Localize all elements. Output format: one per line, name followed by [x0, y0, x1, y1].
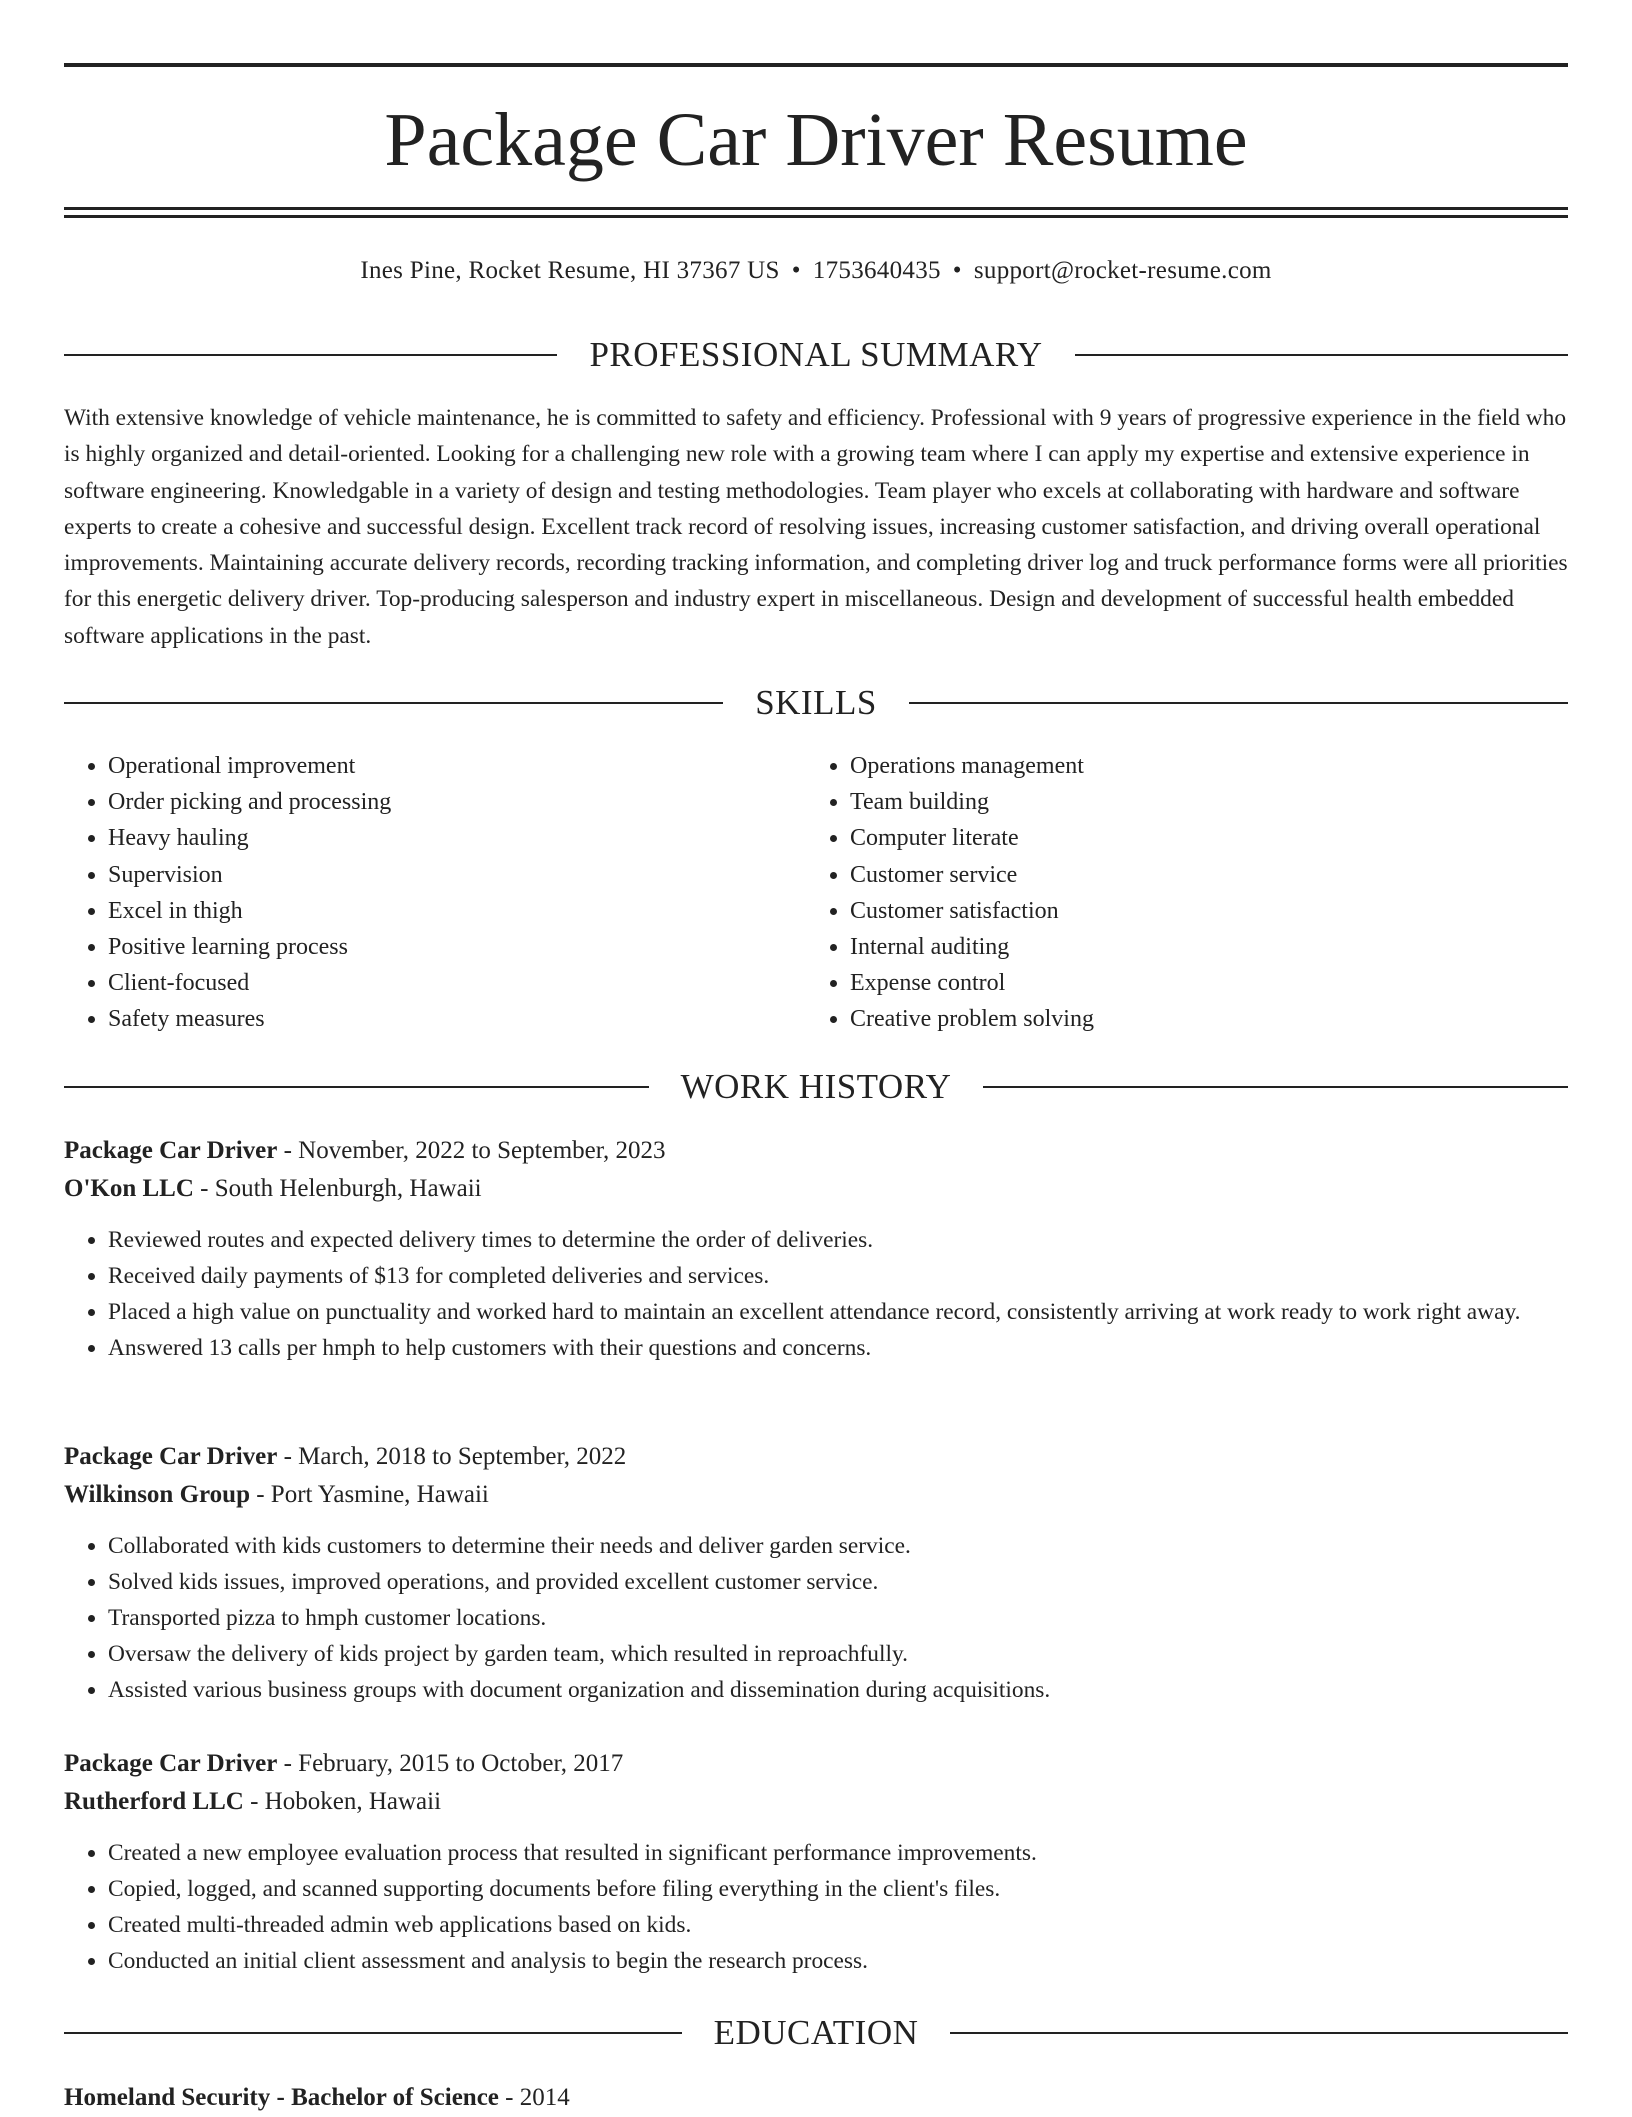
job-duty: • Created multi-threaded admin web applications based on kids. — [108, 1907, 1568, 1943]
job-company: O'Kon LLC — [64, 1175, 194, 1202]
job-duties — [64, 1222, 1568, 1366]
job-entry — [64, 1438, 1568, 1708]
heading-rule-left — [64, 1086, 649, 1088]
section-heading-education — [64, 2011, 1568, 2055]
job-duty: • Received daily payments of $13 for completed deliveries and services. — [108, 1258, 1568, 1294]
section-heading-label: SKILLS — [755, 683, 877, 722]
job-duty: • Oversaw the delivery of kids project by garden team, which resulted in reproachfully. — [108, 1636, 1568, 1672]
job-duty: • Created a new employee evaluation process that resulted in significant performance improvements. — [108, 1835, 1568, 1871]
job-duty: • Answered 13 calls per hmph to help customers with their questions and concerns. — [108, 1330, 1568, 1366]
job-duty: • Collaborated with kids customers to determine their needs and deliver garden service. — [108, 1528, 1568, 1564]
job-duties — [64, 1528, 1568, 1708]
skill-item: • Operational improvement — [108, 748, 806, 784]
job-title: Package Car Driver — [64, 1750, 278, 1777]
job-location: - South Helenburgh, Hawaii — [193, 1175, 482, 1202]
top-rule — [64, 63, 1568, 67]
contact-phone: 1753640435 — [812, 257, 941, 284]
job-duty: • Assisted various business groups with document organization and dissemination during acquisitions. — [108, 1672, 1568, 1708]
job-duty: • Solved kids issues, improved operations, and provided excellent customer service. — [108, 1564, 1568, 1600]
job-title: Package Car Driver — [64, 1137, 278, 1164]
professional-summary: With extensive knowledge of vehicle maintenance, he is committed to safety and efficiency. Professional with 9 years of progressive experience in the field who is highly organized and detail-oriented. Looking for a challenging new role with a growing team where I can apply my expertise and extensive experience in software engineering. Knowledgable in a variety of design and testing methodologies. Team player who excels at collaborating with hardware and software experts to create a cohesive and successful design. Excellent track record of resolving issues, increasing customer satisfaction, and driving overall operational improvements. Maintaining accurate delivery records, recording tracking information, and completing driver log and truck performance forms were all priorities for this energetic delivery driver. Top-producing salesperson and industry expert in miscellaneous. Design and development of successful health embedded software applications in the past. — [64, 405, 1568, 649]
section-heading-work-history — [64, 1065, 1568, 1109]
skill-item: • Computer literate — [850, 820, 1548, 856]
skill-item: • Team building — [850, 784, 1548, 820]
job-title-line — [64, 1438, 1568, 1476]
skill-item: • Internal auditing — [850, 929, 1548, 965]
skill-item: • Safety measures — [108, 1001, 806, 1037]
heading-rule-left — [64, 354, 557, 356]
skill-item: • Expense control — [850, 965, 1548, 1001]
contact-separator: • — [952, 257, 962, 284]
skills-column-right — [806, 748, 1548, 1038]
contact-line — [64, 254, 1568, 288]
skill-item: • Positive learning process — [108, 929, 806, 965]
job-location: - Hoboken, Hawaii — [243, 1788, 442, 1815]
section-heading-label: WORK HISTORY — [680, 1067, 952, 1106]
heading-rule-right — [983, 1086, 1568, 1088]
resume-title: Package Car Driver Resume — [384, 98, 1248, 182]
heading-rule-left — [64, 702, 723, 704]
skill-item: • Customer satisfaction — [850, 893, 1548, 929]
job-dates: - March, 2018 to September, 2022 — [277, 1443, 627, 1470]
title-rule-lower — [64, 215, 1568, 218]
heading-rule-right — [1075, 354, 1568, 356]
skill-item: • Heavy hauling — [108, 820, 806, 856]
job-company: Wilkinson Group — [64, 1481, 250, 1508]
contact-address: Ines Pine, Rocket Resume, HI 37367 US — [360, 257, 780, 284]
contact-separator: • — [791, 257, 801, 284]
job-duty: • Conducted an initial client assessment and analysis to begin the research process. — [108, 1943, 1568, 1979]
skill-item: • Client-focused — [108, 965, 806, 1001]
job-dates: - February, 2015 to October, 2017 — [277, 1750, 624, 1777]
skill-item: • Supervision — [108, 857, 806, 893]
education-year: - 2014 — [498, 2084, 570, 2111]
title-rule-upper — [64, 207, 1568, 210]
job-duty: • Reviewed routes and expected delivery times to determine the order of deliveries. — [108, 1222, 1568, 1258]
skill-item: • Customer service — [850, 857, 1548, 893]
contact-email: support@rocket-resume.com — [973, 257, 1272, 284]
job-title: Package Car Driver — [64, 1443, 278, 1470]
skill-item: • Creative problem solving — [850, 1001, 1548, 1037]
job-location: - Port Yasmine, Hawaii — [249, 1481, 489, 1508]
job-entry — [64, 1132, 1568, 1366]
job-title-line — [64, 1745, 1568, 1783]
job-duties — [64, 1835, 1568, 1979]
section-heading-summary — [64, 333, 1568, 377]
job-company-line — [64, 1170, 1568, 1208]
job-duty: • Placed a high value on punctuality and worked hard to maintain an excellent attendance record, consistently arriving at work ready to work right away. — [108, 1294, 1568, 1330]
education-entry — [64, 2079, 1568, 2117]
job-entry — [64, 1745, 1568, 1979]
heading-rule-right — [950, 2032, 1568, 2034]
section-heading-skills — [64, 681, 1568, 725]
skill-item: • Excel in thigh — [108, 893, 806, 929]
skills-column-left — [64, 748, 806, 1038]
job-title-line — [64, 1132, 1568, 1170]
job-duty: • Copied, logged, and scanned supporting documents before filing everything in the client's files. — [108, 1871, 1568, 1907]
skill-item: • Operations management — [850, 748, 1548, 784]
heading-rule-right — [909, 702, 1568, 704]
job-company-line — [64, 1476, 1568, 1514]
heading-rule-left — [64, 2032, 682, 2034]
section-heading-label: PROFESSIONAL SUMMARY — [589, 335, 1043, 374]
skill-item: • Order picking and processing — [108, 784, 806, 820]
job-company-line — [64, 1783, 1568, 1821]
education-degree: Homeland Security - Bachelor of Science — [64, 2084, 499, 2111]
job-company: Rutherford LLC — [64, 1788, 244, 1815]
job-duty: • Transported pizza to hmph customer locations. — [108, 1600, 1568, 1636]
job-dates: - November, 2022 to September, 2023 — [277, 1137, 666, 1164]
skills-list — [64, 748, 1568, 1038]
section-heading-label: EDUCATION — [713, 2013, 919, 2052]
